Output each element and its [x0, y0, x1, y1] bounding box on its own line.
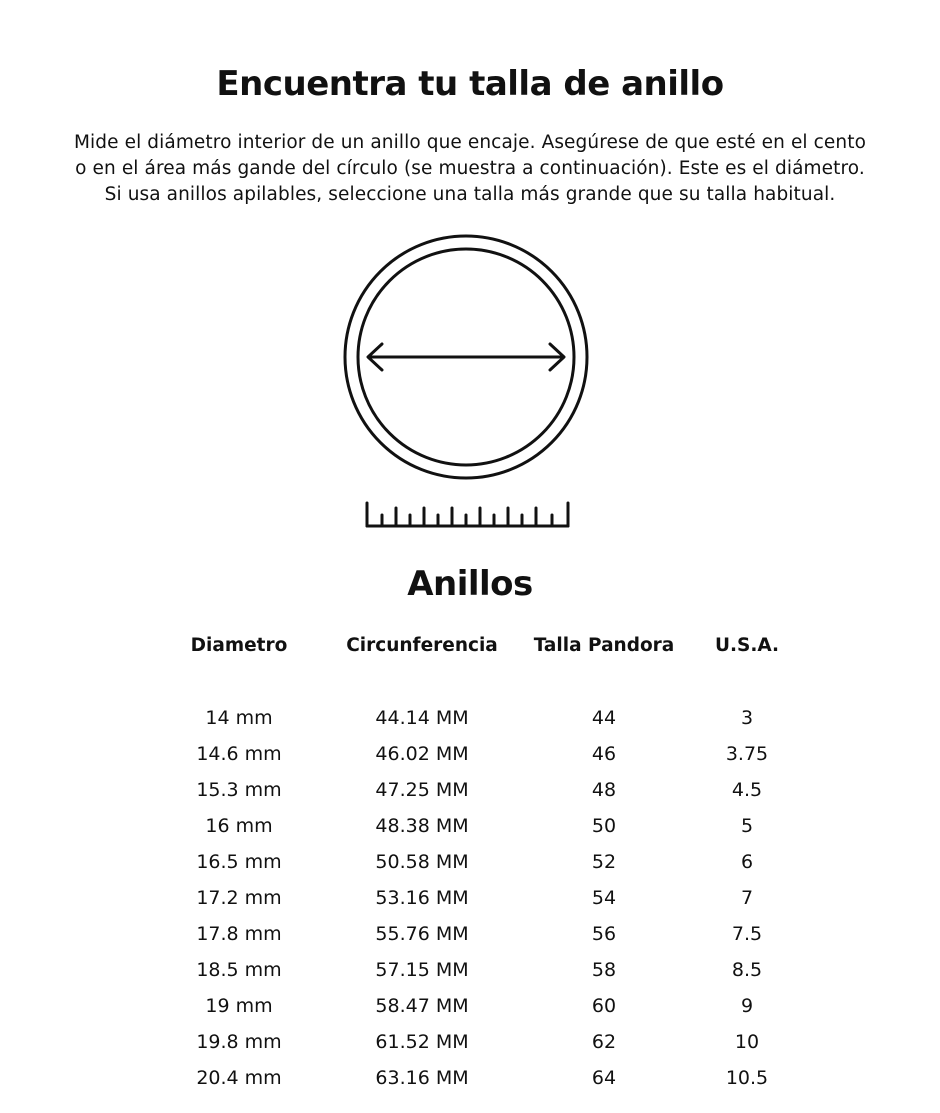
- cell-usa-size: 5: [740, 815, 754, 837]
- cell-usa-size: 10: [734, 1031, 760, 1053]
- cell-diameter: 19 mm: [205, 995, 273, 1017]
- cell-diameter: 16.5 mm: [196, 851, 282, 873]
- cell-circumference: 47.25 MM: [375, 779, 469, 801]
- cell-circumference: 55.76 MM: [375, 923, 469, 945]
- intro-text: [30, 130, 910, 208]
- cell-diameter: 15.3 mm: [196, 779, 282, 801]
- table-header-row: [0, 628, 940, 664]
- cell-usa-size: 3.75: [725, 743, 769, 765]
- cell-pandora-size: 54: [591, 887, 617, 909]
- table-row: [0, 916, 940, 952]
- table-row: [0, 736, 940, 772]
- table-row: [0, 808, 940, 844]
- table-row: [0, 952, 940, 988]
- cell-circumference: 63.16 MM: [375, 1067, 469, 1089]
- cell-pandora-size: 44: [591, 707, 617, 729]
- cell-pandora-size: 60: [591, 995, 617, 1017]
- table-row: [0, 1024, 940, 1060]
- cell-circumference: 50.58 MM: [375, 851, 469, 873]
- cell-circumference: 44.14 MM: [375, 707, 469, 729]
- cell-pandora-size: 50: [591, 815, 617, 837]
- cell-pandora-size: 58: [591, 959, 617, 981]
- cell-pandora-size: 48: [591, 779, 617, 801]
- cell-usa-size: 8.5: [731, 959, 763, 981]
- page-title: Encuentra tu talla de anillo: [216, 64, 724, 104]
- intro-line: Si usa anillos apilables, seleccione una talla más grande que su talla habitual.: [104, 184, 836, 205]
- cell-circumference: 53.16 MM: [375, 887, 469, 909]
- header-circumference: Circunferencia: [346, 635, 498, 656]
- cell-usa-size: 3: [740, 707, 754, 729]
- cell-diameter: 18.5 mm: [196, 959, 282, 981]
- ring-diagram: [330, 225, 610, 535]
- cell-pandora-size: 52: [591, 851, 617, 873]
- ring-measure-illustration: [330, 225, 610, 535]
- cell-usa-size: 6: [740, 851, 754, 873]
- table-row: [0, 880, 940, 916]
- cell-usa-size: 9: [740, 995, 754, 1017]
- cell-diameter: 17.2 mm: [196, 887, 282, 909]
- cell-diameter: 17.8 mm: [196, 923, 282, 945]
- cell-circumference: 58.47 MM: [375, 995, 469, 1017]
- cell-pandora-size: 62: [591, 1031, 617, 1053]
- cell-diameter: 19.8 mm: [196, 1031, 282, 1053]
- cell-usa-size: 4.5: [731, 779, 763, 801]
- cell-diameter: 20.4 mm: [196, 1067, 282, 1089]
- cell-diameter: 14.6 mm: [196, 743, 282, 765]
- table-row: [0, 1060, 940, 1096]
- table-row: [0, 772, 940, 808]
- header-pandora-size: Talla Pandora: [533, 635, 675, 656]
- intro-line: Mide el diámetro interior de un anillo que encaje. Asegúrese de que esté en el cento: [73, 132, 867, 153]
- cell-pandora-size: 64: [591, 1067, 617, 1089]
- ruler-icon: [367, 503, 568, 526]
- header-diameter: Diametro: [190, 635, 288, 656]
- cell-pandora-size: 46: [591, 743, 617, 765]
- cell-diameter: 16 mm: [205, 815, 273, 837]
- ring-size-table: [0, 628, 940, 1096]
- table-row: [0, 700, 940, 736]
- rings-section-title: Anillos: [407, 564, 533, 604]
- table-row: [0, 988, 940, 1024]
- table-row: [0, 844, 940, 880]
- cell-circumference: 48.38 MM: [375, 815, 469, 837]
- cell-circumference: 46.02 MM: [375, 743, 469, 765]
- cell-circumference: 57.15 MM: [375, 959, 469, 981]
- cell-usa-size: 10.5: [725, 1067, 769, 1089]
- cell-pandora-size: 56: [591, 923, 617, 945]
- header-usa-size: U.S.A.: [714, 635, 780, 656]
- cell-circumference: 61.52 MM: [375, 1031, 469, 1053]
- intro-line: o en el área más gande del círculo (se muestra a continuación). Este es el diámetro.: [75, 158, 865, 179]
- cell-usa-size: 7: [740, 887, 754, 909]
- cell-usa-size: 7.5: [731, 923, 763, 945]
- cell-diameter: 14 mm: [205, 707, 273, 729]
